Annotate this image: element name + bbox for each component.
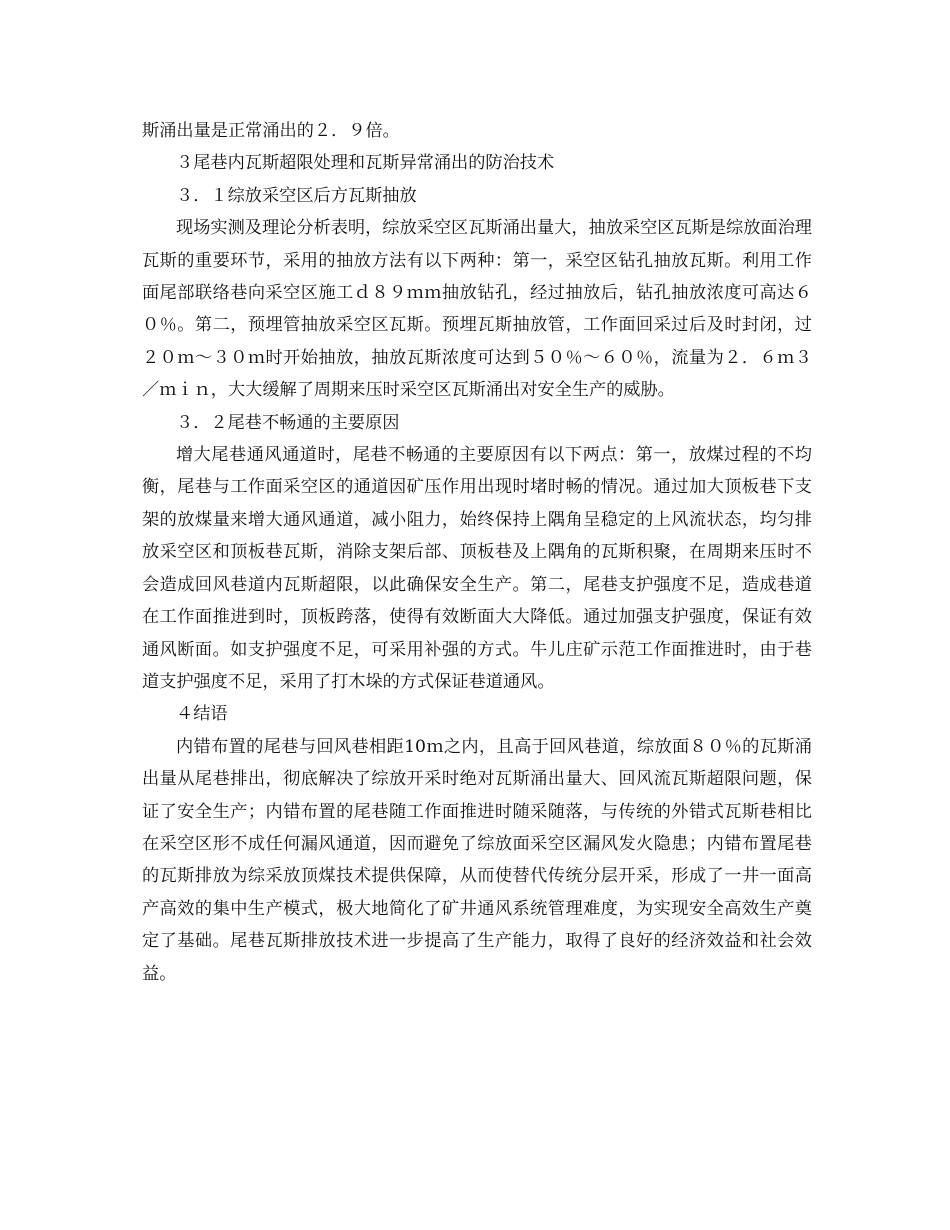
paragraph-tail-roadway-causes: 增大尾巷通风通道时，尾巷不畅通的主要原因有以下两点：第一，放煤过程的不均衡，尾巷与工作面采空区的通道因矿压作用出现时堵时畅的情况。通过加大顶板巷下支架的放煤量来增大通风通道，减小阻力，始终保持上隅角呈稳定的上风流状态，均匀排放采空区和顶板巷瓦斯，消除支架后部、顶板巷及上隅角的瓦斯积聚，在周期来压时不会造成回风巷道内瓦斯超限，以此确保安全生产。第二，尾巷支护强度不足，造成巷道在工作面推进到时，顶板跨落，使得有效断面大大降低。通过加强支护强度，保证有效通风断面。如支护强度不足，可采用补强的方式。牛儿庄矿示范工作面推进时，由于巷道支护强度不足，采用了打木垛的方式保证巷道通风。 xyxy=(142,445,812,692)
document-page xyxy=(142,115,812,990)
subsection-heading-3-2: ３．２尾巷不畅通的主要原因 xyxy=(176,412,400,433)
subsection-heading-3-1: ３．１综放采空区后方瓦斯抽放 xyxy=(176,185,417,206)
section-heading-3: ３尾巷内瓦斯超限处理和瓦斯异常涌出的防治技术 xyxy=(176,153,555,174)
paragraph-conclusion: 内错布置的尾巷与回风巷相距10ｍ之内，且高于回风巷道，综放面８０％的瓦斯涌出量从尾巷排出，彻底解决了综放开采时绝对瓦斯涌出量大、回风流瓦斯超限问题，保证了安全生产；内错布置的尾巷随工作面推进时随采随落，与传统的外错式瓦斯巷相比在采空区形不成任何漏风通道，因而避免了综放面采空区漏风发火隐患；内错布置尾巷的瓦斯排放为综采放顶煤技术提供保障，从而使替代传统分层开采，形成了一井一面高产高效的集中生产模式，极大地简化了矿井通风系统管理难度，为实现安全高效生产奠定了基础。尾巷瓦斯排放技术进一步提高了生产能力，取得了良好的经济效益和社会效益。 xyxy=(142,736,812,984)
section-heading-4: ４结语 xyxy=(176,704,228,725)
paragraph-continuation: 斯涌出量是正常涌出的２．９倍。 xyxy=(142,121,400,141)
paragraph-goaf-drainage: 现场实测及理论分析表明，综放采空区瓦斯涌出量大，抽放采空区瓦斯是综放面治理瓦斯的重要环节，采用的抽放方法有以下两种：第一，采空区钻孔抽放瓦斯。利用工作面尾部联络巷向采空区施工ｄ８９ｍｍ抽放钻孔，经过抽放后，钻孔抽放浓度可高达６０％。第二，预埋管抽放采空区瓦斯。预埋瓦斯抽放管，工作面回采过后及时封闭，过２０ｍ～３０ｍ时开始抽放，抽放瓦斯浓度可达到５０％～６０％，流量为２．６ｍ３／ｍｉｎ，大大缓解了周期来压时采空区瓦斯涌出对安全生产的威胁。 xyxy=(142,218,812,401)
